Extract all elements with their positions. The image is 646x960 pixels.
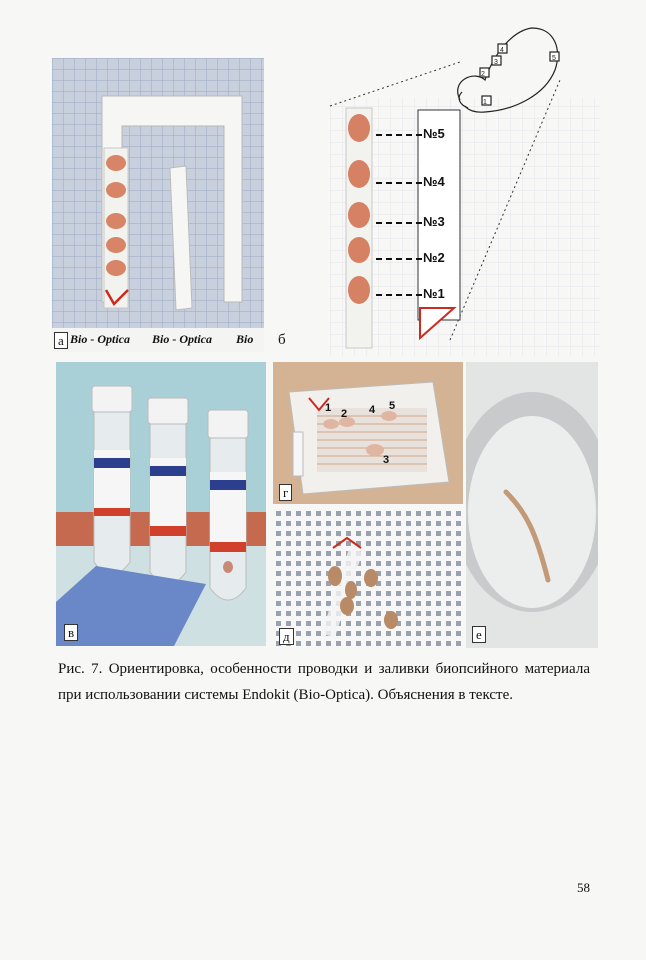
figure-panel-v — [56, 362, 266, 646]
panel-e-graphics — [466, 362, 598, 648]
figure-panel-b — [270, 10, 600, 356]
panel-label-g: г — [279, 484, 292, 501]
sample-label-4: №4 — [423, 174, 445, 189]
figure-panel-e — [466, 362, 598, 648]
panel-g-graphics — [273, 362, 463, 504]
figure-caption: Рис. 7. Ориентировка, особенности проводки и заливки биопсийного материала при использовании системы Endokit (Bio-Optica). Объяснения в тексте. — [58, 661, 590, 703]
sample-label-1: №1 — [423, 286, 445, 301]
cassette-number-1: 1 — [325, 402, 332, 414]
figure-panel-g — [273, 362, 463, 504]
sample-label-3: №3 — [423, 214, 445, 229]
panel-label-a: а — [54, 332, 68, 349]
leader-line-5 — [376, 134, 422, 136]
strip-text-2: Bio - Optica — [152, 332, 212, 346]
sample-label-5: №5 — [423, 126, 445, 141]
leader-line-1 — [376, 294, 422, 296]
figure-panel-a — [52, 58, 264, 352]
zone-3: 3 — [494, 59, 498, 66]
cassette-number-3: 3 — [383, 454, 390, 466]
figure-panel-d — [273, 508, 463, 648]
panel-label-d: д — [279, 628, 294, 645]
zone-2: 2 — [481, 71, 485, 78]
zone-4: 4 — [500, 47, 504, 54]
panel-v-graphics — [56, 362, 266, 646]
sample-label-2: №2 — [423, 250, 445, 265]
cassette-number-2: 2 — [341, 408, 348, 420]
leader-line-3 — [376, 222, 422, 224]
zone-5: 5 — [552, 55, 556, 62]
cassette-number-5: 5 — [389, 400, 396, 412]
zone-1: 1 — [483, 99, 487, 106]
grid-background — [52, 58, 264, 352]
specimen-tubes — [92, 386, 248, 600]
leader-line-4 — [376, 182, 422, 184]
panel-label-e: е — [472, 626, 486, 643]
panel-d-graphics — [273, 508, 463, 648]
cassette-number-4: 4 — [369, 404, 376, 416]
page-number: 58 — [577, 880, 590, 895]
strip-text-1: Bio - Optica — [70, 332, 130, 346]
panel-label-b: б — [278, 332, 286, 348]
panel-label-v: в — [64, 624, 78, 641]
strip-text-3: Bio — [236, 332, 254, 346]
leader-line-2 — [376, 258, 422, 260]
